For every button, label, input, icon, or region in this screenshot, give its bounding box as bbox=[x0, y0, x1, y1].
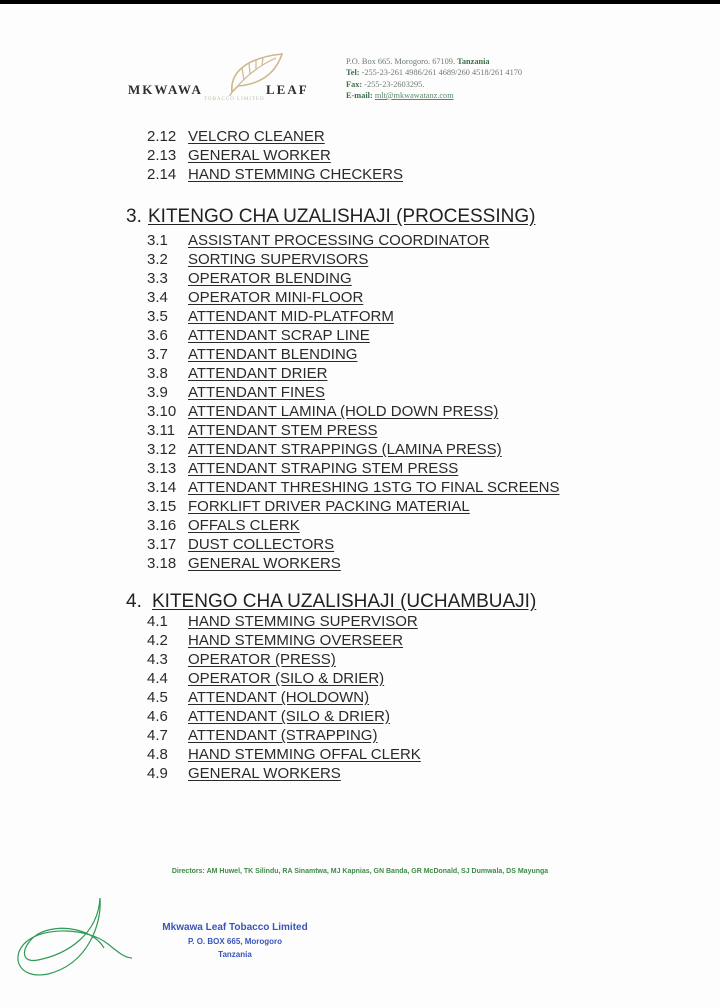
section-3-number: 3. bbox=[126, 206, 142, 227]
company-logo bbox=[128, 52, 318, 102]
item-number: 3.17 bbox=[147, 536, 177, 553]
item-label: OPERATOR (SILO & DRIER) bbox=[188, 670, 385, 687]
item-label: FORKLIFT DRIVER PACKING MATERIAL bbox=[188, 498, 470, 515]
item-label: ATTENDANT STEM PRESS bbox=[188, 422, 378, 439]
tel-label: Tel: bbox=[346, 68, 360, 78]
item-number: 2.13 bbox=[147, 147, 177, 164]
item-number: 3.2 bbox=[147, 251, 168, 268]
item-label: HAND STEMMING CHECKERS bbox=[188, 166, 404, 183]
section-3-title: KITENGO CHA UZALISHAJI (PROCESSING) bbox=[148, 206, 536, 227]
stamp-address: P. O. BOX 665, Morogoro bbox=[187, 937, 283, 946]
item-number: 3.16 bbox=[147, 517, 177, 534]
item-label: ATTENDANT FINES bbox=[188, 384, 325, 401]
letterhead-contact bbox=[346, 56, 522, 101]
item-label: ATTENDANT STRAPING STEM PRESS bbox=[188, 460, 459, 477]
item-number: 4.3 bbox=[147, 651, 168, 668]
email-link[interactable]: mlt@mkwawatanz.com bbox=[374, 90, 454, 100]
item-number: 3.9 bbox=[147, 384, 168, 401]
item-label: ATTENDANT MID-PLATFORM bbox=[188, 308, 394, 325]
item-number: 3.7 bbox=[147, 346, 168, 363]
section-4-title: KITENGO CHA UZALISHAJI (UCHAMBUAJI) bbox=[152, 591, 537, 612]
item-label: HAND STEMMING SUPERVISOR bbox=[188, 613, 418, 630]
stamp-country: Tanzania bbox=[218, 950, 252, 959]
item-label: GENERAL WORKER bbox=[188, 147, 331, 164]
signature bbox=[8, 894, 138, 984]
item-label: OPERATOR (PRESS) bbox=[188, 651, 336, 668]
item-number: 3.12 bbox=[147, 441, 177, 458]
item-label: OPERATOR MINI-FLOOR bbox=[188, 289, 364, 306]
item-number: 4.9 bbox=[147, 765, 168, 782]
item-label: ATTENDANT STRAPPINGS (LAMINA PRESS) bbox=[188, 441, 502, 458]
logo-text-left: MKWAWA bbox=[128, 82, 203, 97]
company-stamp bbox=[150, 920, 320, 961]
item-label: SORTING SUPERVISORS bbox=[188, 251, 369, 268]
fax-value: -255-23-2603295. bbox=[364, 79, 425, 89]
item-number: 3.4 bbox=[147, 289, 168, 306]
item-label: HAND STEMMING OFFAL CLERK bbox=[188, 746, 421, 763]
item-label: OFFALS CLERK bbox=[188, 517, 300, 534]
tel-line bbox=[346, 67, 522, 78]
item-number: 4.4 bbox=[147, 670, 168, 687]
top-edge-bar bbox=[0, 0, 720, 4]
item-label: ATTENDANT LAMINA (HOLD DOWN PRESS) bbox=[188, 403, 499, 420]
fax-line bbox=[346, 79, 522, 90]
item-label: OPERATOR BLENDING bbox=[188, 270, 352, 287]
item-label: ASSISTANT PROCESSING COORDINATOR bbox=[188, 232, 490, 249]
item-label: GENERAL WORKERS bbox=[188, 555, 341, 572]
logo-text-right: LEAF bbox=[266, 82, 309, 97]
email-line bbox=[346, 90, 522, 101]
item-number: 3.11 bbox=[147, 422, 176, 439]
item-number: 4.2 bbox=[147, 632, 168, 649]
item-number: 4.5 bbox=[147, 689, 168, 706]
item-number: 3.15 bbox=[147, 498, 177, 515]
item-number: 3.8 bbox=[147, 365, 168, 382]
item-label: DUST COLLECTORS bbox=[188, 536, 335, 553]
item-label: ATTENDANT (HOLDOWN) bbox=[188, 689, 370, 706]
item-number: 2.12 bbox=[147, 128, 177, 145]
item-label: VELCRO CLEANER bbox=[188, 128, 325, 145]
item-number: 3.5 bbox=[147, 308, 168, 325]
item-label: ATTENDANT SCRAP LINE bbox=[188, 327, 370, 344]
item-number: 3.6 bbox=[147, 327, 168, 344]
item-label: ATTENDANT THRESHING 1STG TO FINAL SCREENS bbox=[188, 479, 560, 496]
item-number: 4.7 bbox=[147, 727, 168, 744]
item-label: ATTENDANT (SILO & DRIER) bbox=[188, 708, 390, 725]
item-label: HAND STEMMING OVERSEER bbox=[188, 632, 404, 649]
tel-value: -255-23-261 4986/261 4689/260 4518/261 4170 bbox=[361, 68, 523, 78]
item-number: 4.8 bbox=[147, 746, 168, 763]
directors-line: Directors: AM Huwel, TK Silindu, RA Sinamtwa, MJ Kapnias, GN Banda, GR McDonald, SJ Dumwala, DS Mayunga bbox=[171, 868, 549, 875]
item-number: 3.14 bbox=[147, 479, 177, 496]
item-label: ATTENDANT BLENDING bbox=[188, 346, 358, 363]
item-number: 4.1 bbox=[147, 613, 168, 630]
item-number: 3.18 bbox=[147, 555, 177, 572]
address-line bbox=[346, 56, 522, 67]
address-text: P.O. Box 665. Morogoro. 67109. bbox=[346, 57, 456, 66]
item-number: 4.6 bbox=[147, 708, 168, 725]
item-number: 3.3 bbox=[147, 270, 168, 287]
item-label: ATTENDANT DRIER bbox=[188, 365, 328, 382]
item-number: 3.1 bbox=[147, 232, 168, 249]
item-label: ATTENDANT (STRAPPING) bbox=[188, 727, 378, 744]
item-label: GENERAL WORKERS bbox=[188, 765, 341, 782]
stamp-company-name: Mkwawa Leaf Tobacco Limited bbox=[162, 922, 308, 933]
logo-subtitle: TOBACCO LIMITED bbox=[204, 97, 265, 102]
fax-label: Fax: bbox=[346, 79, 363, 89]
item-number: 3.13 bbox=[147, 460, 177, 477]
item-number: 2.14 bbox=[147, 166, 177, 183]
item-number: 3.10 bbox=[147, 403, 177, 420]
address-country: Tanzania bbox=[457, 57, 490, 66]
email-label: E-mail: bbox=[346, 90, 373, 100]
section-4-number: 4. bbox=[126, 591, 142, 612]
